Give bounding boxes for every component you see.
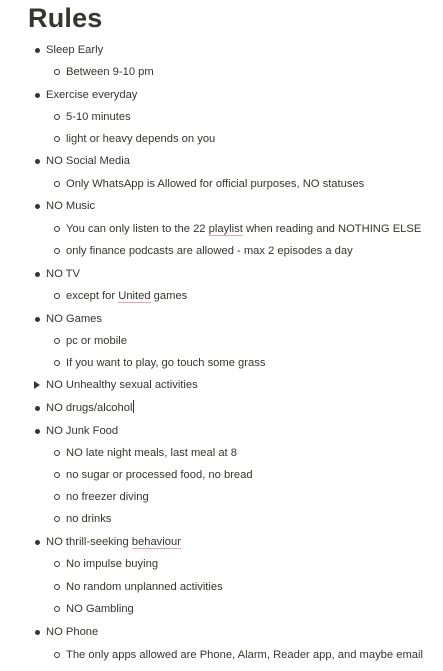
misspelled-word: playlist bbox=[208, 223, 243, 235]
bullet-icon bbox=[32, 421, 42, 441]
hollow-bullet-icon bbox=[52, 174, 62, 194]
bullet-icon bbox=[32, 85, 42, 105]
misspelled-word: United bbox=[118, 290, 151, 302]
text-segment: NO drugs/alcohol bbox=[46, 402, 133, 414]
rule-text bbox=[66, 577, 223, 597]
rule-text bbox=[46, 85, 137, 105]
rule-text bbox=[66, 62, 154, 82]
hollow-bullet-icon bbox=[52, 509, 62, 529]
page-title: Rules bbox=[28, 3, 103, 33]
bullet-icon bbox=[32, 309, 42, 329]
text-segment: NO Gambling bbox=[66, 603, 134, 615]
text-segment: except for bbox=[66, 290, 119, 302]
text-segment: NO Music bbox=[46, 200, 96, 212]
text-segment: NO thrill-seeking bbox=[46, 536, 132, 548]
text-segment: NO TV bbox=[46, 268, 80, 280]
bullet-icon bbox=[32, 264, 42, 284]
hollow-bullet-icon bbox=[52, 554, 62, 574]
text-segment: 5-10 minutes bbox=[66, 111, 131, 123]
rule-text bbox=[66, 465, 253, 485]
hollow-bullet-icon bbox=[52, 465, 62, 485]
hollow-bullet-icon bbox=[52, 62, 62, 82]
bullet-icon bbox=[32, 398, 42, 418]
text-segment: Only WhatsApp is Allowed for official purposes, NO statuses bbox=[66, 178, 365, 190]
text-segment: no sugar or processed food, no bread bbox=[66, 469, 253, 481]
rule-text bbox=[66, 286, 187, 306]
hollow-bullet-icon bbox=[52, 107, 62, 127]
text-segment: only finance podcasts are allowed - max 2 episodes a day bbox=[66, 245, 353, 257]
rule-text bbox=[66, 443, 237, 463]
hollow-bullet-icon bbox=[52, 577, 62, 597]
toggle-arrow-icon[interactable] bbox=[32, 375, 42, 395]
text-segment: pc or mobile bbox=[66, 335, 127, 347]
rule-text bbox=[66, 107, 131, 127]
text-segment: NO Phone bbox=[46, 626, 99, 638]
rule-text bbox=[66, 509, 111, 529]
hollow-bullet-icon bbox=[52, 487, 62, 507]
rule-text bbox=[46, 532, 181, 552]
text-segment: NO Unhealthy sexual activities bbox=[46, 379, 198, 391]
text-segment: no freezer diving bbox=[66, 491, 149, 503]
text-segment: games bbox=[150, 290, 188, 302]
hollow-bullet-icon bbox=[52, 443, 62, 463]
rule-text bbox=[46, 264, 80, 284]
text-segment: NO Junk Food bbox=[46, 425, 119, 437]
rule-text bbox=[66, 241, 353, 261]
rule-text bbox=[46, 309, 102, 329]
hollow-bullet-icon bbox=[52, 129, 62, 149]
bullet-icon bbox=[32, 196, 42, 216]
rule-text bbox=[66, 174, 364, 194]
rule-text bbox=[66, 599, 134, 619]
text-segment: when reading and NOTHING ELSE bbox=[242, 223, 422, 235]
hollow-bullet-icon bbox=[52, 331, 62, 351]
bullet-icon bbox=[32, 40, 42, 60]
text-segment: NO Games bbox=[46, 313, 102, 325]
hollow-bullet-icon bbox=[52, 286, 62, 306]
text-segment: No impulse buying bbox=[66, 558, 159, 570]
text-segment: If you want to play, go touch some grass bbox=[66, 357, 266, 369]
text-segment: No random unplanned activities bbox=[66, 581, 223, 593]
text-segment: The only apps allowed are Phone, Alarm, Reader app, and maybe email bbox=[66, 649, 423, 661]
rule-text bbox=[46, 398, 134, 418]
text-segment: NO Social Media bbox=[46, 155, 130, 167]
rule-text bbox=[46, 40, 103, 60]
rule-text bbox=[46, 375, 198, 395]
text-segment: NO late night meals, last meal at 8 bbox=[66, 447, 237, 459]
text-cursor bbox=[133, 400, 134, 413]
rule-text bbox=[46, 421, 118, 441]
rule-text bbox=[66, 331, 127, 351]
hollow-bullet-icon bbox=[52, 599, 62, 619]
rule-text bbox=[66, 554, 158, 574]
hollow-bullet-icon bbox=[52, 645, 62, 665]
text-segment: Exercise everyday bbox=[46, 89, 138, 101]
rule-text bbox=[66, 645, 423, 665]
rule-text bbox=[46, 622, 98, 642]
bullet-icon bbox=[32, 532, 42, 552]
rule-text bbox=[66, 487, 149, 507]
misspelled-word: behaviour bbox=[131, 536, 181, 548]
rule-text bbox=[66, 219, 421, 239]
hollow-bullet-icon bbox=[52, 219, 62, 239]
text-segment: Between 9-10 pm bbox=[66, 66, 154, 78]
rule-text bbox=[46, 196, 95, 216]
bullet-icon bbox=[32, 151, 42, 171]
rule-text bbox=[66, 129, 215, 149]
hollow-bullet-icon bbox=[52, 353, 62, 373]
hollow-bullet-icon bbox=[52, 241, 62, 261]
text-segment: Sleep Early bbox=[46, 44, 104, 56]
rule-text bbox=[46, 151, 130, 171]
text-segment: no drinks bbox=[66, 513, 112, 525]
text-segment: You can only listen to the 22 bbox=[66, 223, 209, 235]
text-segment: light or heavy depends on you bbox=[66, 133, 216, 145]
bullet-icon bbox=[32, 622, 42, 642]
rule-text bbox=[66, 353, 265, 373]
